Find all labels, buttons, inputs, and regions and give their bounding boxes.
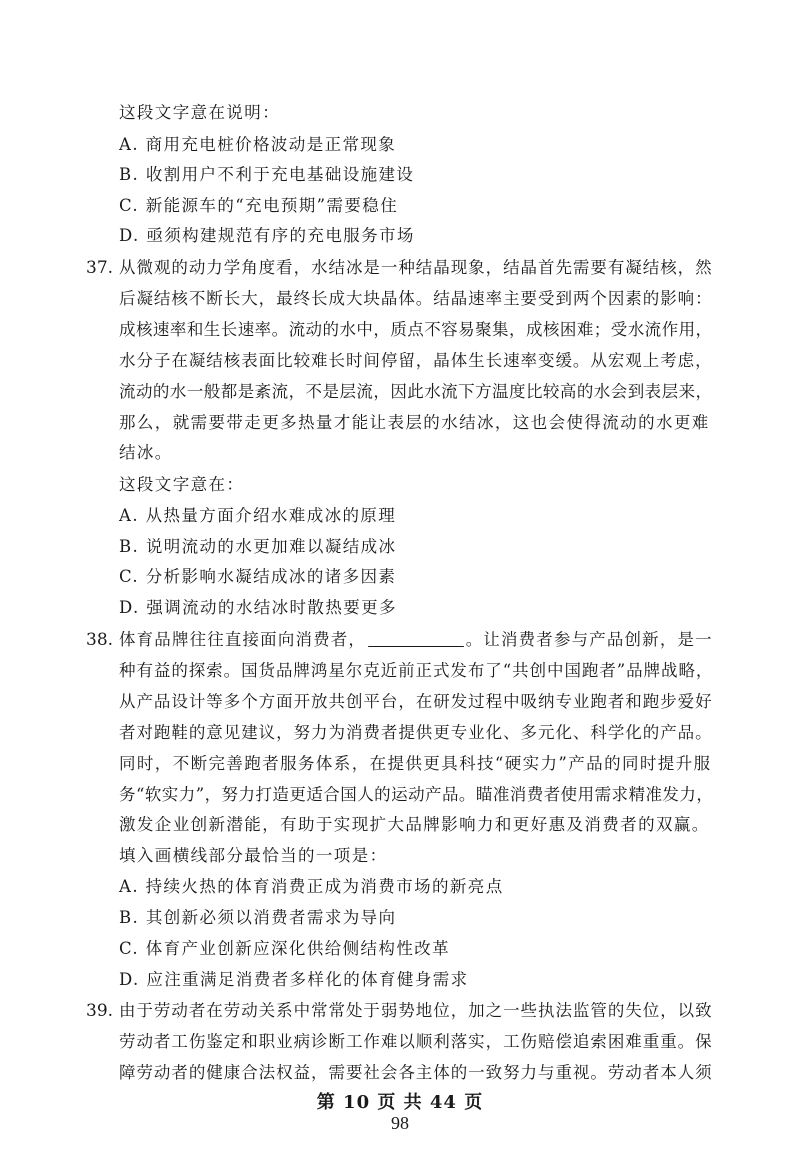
q37-line: 成核速率和生长速率。流动的水中，质点不容易聚集，成核困难；受水流作用， <box>119 320 713 339</box>
q37-prompt: 这段文字意在： <box>119 475 245 494</box>
q36-option-b: B. 收割用户不利于充电基础设施建设 <box>119 165 415 184</box>
q38-first-before: 体育品牌往往直接面向消费者， <box>119 630 367 649</box>
q36-prompt: 这段文字意在说明： <box>119 103 281 122</box>
q38-option-c: C. 体育产业创新应深化供给侧结构性改革 <box>119 939 451 958</box>
q37-line: 结冰。 <box>119 443 173 462</box>
q38-line: 激发企业创新潜能，有助于实现扩大品牌影响力和更好惠及消费者的双赢。 <box>119 815 710 834</box>
q38-prompt: 填入画横线部分最恰当的一项是： <box>119 846 388 865</box>
q36-option-d: D. 亟须构建规范有序的充电服务市场 <box>119 226 415 245</box>
q37-option-c: C. 分析影响水凝结成冰的诸多因素 <box>119 567 397 586</box>
q38-option-a: A. 持续火热的体育消费正成为消费市场的新亮点 <box>119 877 504 896</box>
q37-option-b: B. 说明流动的水更加难以凝结成冰 <box>119 537 397 556</box>
q37-line: 那么，就需要带走更多热量才能让表层的水结冰，这也会使得流动的水更难 <box>119 413 710 432</box>
q39-line: 障劳动者的健康合法权益，需要社会各主体的一致努力与重视。劳动者本人须 <box>119 1063 713 1082</box>
q39-line: 劳动者工伤鉴定和职业病诊断工作难以顺利落实，工伤赔偿追索困难重重。保 <box>119 1032 713 1051</box>
q38-line: 同时，不断完善跑者服务体系，在提供更具科技“硬实力”产品的同时提升服 <box>119 754 712 773</box>
q38-first-after: 。让消费者参与产品创新，是一 <box>465 630 713 649</box>
q38-line: 者对跑鞋的意见建议，努力为消费者提供更专业化、多元化、科学化的产品。 <box>119 723 713 742</box>
q38-option-b: B. 其创新必须以消费者需求为导向 <box>119 908 397 927</box>
q38-option-d: D. 应注重满足消费者多样化的体育健身需求 <box>119 970 469 989</box>
q37-option-d: D. 强调流动的水结冰时散热要更多 <box>119 598 397 617</box>
q38-line: 从产品设计等多个方面开放共创平台，在研发过程中吸纳专业跑者和跑步爱好 <box>119 692 713 711</box>
q37-line: 从微观的动力学角度看，水结冰是一种结晶现象，结晶首先需要有凝结核，然 <box>119 258 713 277</box>
q38-line: 务“软实力”，努力打造更适合国人的运动产品。瞄准消费者使用需求精准发力， <box>119 785 714 804</box>
q37-line: 流动的水一般都是紊流，不是层流，因此水流下方温度比较高的水会到表层来， <box>119 382 713 401</box>
answer-blank <box>368 630 464 647</box>
page-counter: 第 10 页 共 44 页 <box>316 1092 484 1113</box>
q36-option-c: C. 新能源车的“充电预期”需要稳住 <box>119 196 399 215</box>
q38-number: 38. <box>86 630 114 650</box>
q36-option-a: A. 商用充电桩价格波动是正常现象 <box>119 135 397 154</box>
q37-line: 水分子在凝结核表面比较难长时间停留，晶体生长速率变缓。从宏观上考虑， <box>119 351 713 370</box>
q37-number: 37. <box>86 258 114 278</box>
q38-line: 种有益的探索。国货品牌鸿星尔克近前正式发布了“共创中国跑者”品牌战略， <box>119 661 714 680</box>
q38-first-line <box>119 628 713 652</box>
q39-line: 由于劳动者在劳动关系中常常处于弱势地位，加之一些执法监管的失位，以致 <box>119 1001 713 1020</box>
page-number: 98 <box>391 1113 409 1133</box>
q37-line: 后凝结核不断长大，最终长成大块晶体。结晶速率主要受到两个因素的影响： <box>119 289 713 308</box>
q39-number: 39. <box>86 1001 114 1021</box>
q37-option-a: A. 从热量方面介绍水难成冰的原理 <box>119 506 397 525</box>
